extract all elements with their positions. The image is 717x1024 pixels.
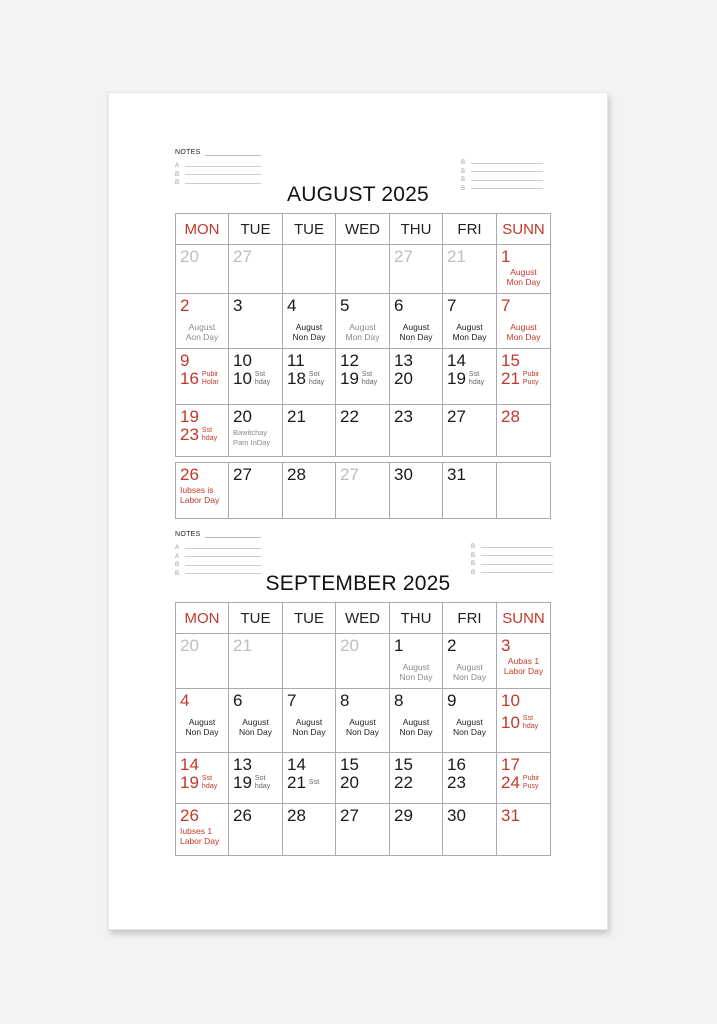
day-cell[interactable]: 27 [336, 463, 390, 519]
day-cell[interactable]: 29 [390, 804, 443, 856]
weekday-label: TUE [229, 214, 283, 245]
day-cell[interactable]: 11 18 Sot hday [283, 349, 336, 405]
week-row [176, 294, 551, 349]
day-cell[interactable]: 27 [229, 463, 283, 519]
day-cell[interactable]: 14 21 Sst [283, 753, 336, 804]
notes-line[interactable]: B [471, 552, 553, 561]
day-cell[interactable]: 22 [336, 405, 390, 457]
notes-line[interactable]: B [175, 561, 261, 570]
notes-line[interactable]: B [461, 159, 543, 168]
weekday-label: MON [176, 214, 229, 245]
day-cell[interactable]: 9 16 Pubir Holar [176, 349, 229, 405]
day-cell[interactable]: 28 [283, 463, 336, 519]
day-cell[interactable]: 15 21 Pubir Pusy [497, 349, 551, 405]
day-cell[interactable]: 8 August Non Day [390, 689, 443, 753]
day-cell[interactable]: 1 August Non Day [390, 634, 443, 689]
sep-title: SEPTEMBER 2025 [265, 572, 451, 595]
day-cell[interactable]: 7 August Non Day [283, 689, 336, 753]
week-row [176, 753, 551, 804]
day-cell[interactable]: 21 [283, 405, 336, 457]
day-cell[interactable]: 16 23 [443, 753, 497, 804]
notes-line[interactable]: B [175, 171, 261, 180]
weekday-label: FRI [443, 214, 497, 245]
weekday-label: TUE [283, 603, 336, 634]
notes-label: NOTES [175, 149, 201, 156]
notes-line[interactable]: B [461, 185, 543, 194]
day-cell[interactable]: 1 August Mon Day [497, 245, 551, 294]
day-cell[interactable] [283, 245, 336, 294]
notes-line[interactable]: B [461, 168, 543, 177]
week-row [176, 405, 551, 457]
day-cell[interactable]: 4 August Non Day [283, 294, 336, 349]
day-cell[interactable]: 10 10 Sst hday [229, 349, 283, 405]
day-cell[interactable] [336, 245, 390, 294]
day-cell[interactable]: 6 August Non Day [229, 689, 283, 753]
day-cell[interactable]: 7 August Mon Day [497, 294, 551, 349]
day-cell[interactable]: 20 [176, 245, 229, 294]
weekday-label: SUNN [497, 214, 551, 245]
day-cell[interactable]: 2 August Non Day [443, 634, 497, 689]
notes-line[interactable]: B [461, 176, 543, 185]
day-cell[interactable]: 26 Iubses 1 Labor Day [176, 804, 229, 856]
day-cell[interactable]: 5 August Mon Day [336, 294, 390, 349]
notes-line[interactable]: B [175, 570, 261, 579]
weekday-label: TUE [283, 214, 336, 245]
day-cell[interactable]: 20 [336, 634, 390, 689]
day-cell[interactable]: 30 [390, 463, 443, 519]
day-cell[interactable]: 27 [390, 245, 443, 294]
day-cell[interactable]: 26 Iubses is Labor Day [176, 463, 229, 519]
weekday-label: SUNN [497, 603, 551, 634]
day-cell[interactable]: 12 19 Sst hday [336, 349, 390, 405]
day-cell[interactable]: 30 [443, 804, 497, 856]
day-cell[interactable]: 3 [229, 294, 283, 349]
week-row [176, 349, 551, 405]
day-cell[interactable]: 17 24 Pubir Pusy [497, 753, 551, 804]
day-cell[interactable]: 31 [443, 463, 497, 519]
day-cell[interactable] [497, 463, 551, 519]
day-cell[interactable]: 21 [443, 245, 497, 294]
aug-calendar-grid [175, 213, 551, 519]
day-cell[interactable]: 15 22 [390, 753, 443, 804]
weekday-label: THU [390, 603, 443, 634]
day-cell[interactable]: 3 Aubas 1 Labor Day [497, 634, 551, 689]
day-cell[interactable]: 14 19 Sst hday [176, 753, 229, 804]
day-cell[interactable]: 23 [390, 405, 443, 457]
day-cell[interactable]: 14 19 Sst hday [443, 349, 497, 405]
day-cell[interactable]: 28 [283, 804, 336, 856]
weekday-label: FRI [443, 603, 497, 634]
notes-line[interactable]: A [175, 553, 261, 562]
notes-line[interactable]: A [175, 162, 261, 171]
day-cell[interactable]: 27 [443, 405, 497, 457]
weekday-header [176, 214, 551, 245]
notes-line[interactable]: B [471, 560, 553, 569]
day-cell[interactable]: 10 10 Sst hday [497, 689, 551, 753]
day-cell[interactable]: 13 19 Sot hday [229, 753, 283, 804]
day-cell[interactable]: 7 August Mon Day [443, 294, 497, 349]
day-cell[interactable]: 21 [229, 634, 283, 689]
day-cell[interactable]: 6 August Non Day [390, 294, 443, 349]
weekday-label: WED [336, 214, 390, 245]
week-row [176, 689, 551, 753]
weekday-label: WED [336, 603, 390, 634]
notes-line[interactable]: A [175, 544, 261, 553]
week-row [176, 463, 551, 519]
aug-title: AUGUST 2025 [287, 183, 429, 206]
day-cell[interactable]: 27 [336, 804, 390, 856]
sep-calendar-grid [175, 602, 551, 856]
day-cell[interactable]: 2 August Aon Day [176, 294, 229, 349]
day-cell[interactable]: 20 [176, 634, 229, 689]
sep-notes [175, 531, 261, 578]
day-cell[interactable]: 20 Bawitchay Pam InDay [229, 405, 283, 457]
day-cell[interactable]: 13 20 [390, 349, 443, 405]
week-row [176, 634, 551, 689]
week-row [176, 804, 551, 856]
aug-notes [175, 149, 261, 188]
day-cell[interactable] [283, 634, 336, 689]
notes-line[interactable]: B [471, 569, 553, 578]
weekday-header [176, 603, 551, 634]
day-cell[interactable]: 9 August Non Day [443, 689, 497, 753]
notes-line[interactable]: B [471, 543, 553, 552]
day-cell[interactable]: 19 23 Sst hday [176, 405, 229, 457]
weekday-label: TUE [229, 603, 283, 634]
week-row [176, 245, 551, 294]
day-cell[interactable]: 4 August Non Day [176, 689, 229, 753]
notes-line[interactable]: B [175, 179, 261, 188]
day-cell[interactable]: 31 [497, 804, 551, 856]
weekday-label: MON [176, 603, 229, 634]
day-cell[interactable]: 8 August Non Day [336, 689, 390, 753]
day-cell[interactable]: 28 [497, 405, 551, 457]
notes-label: NOTES [175, 531, 201, 538]
calendar-sheet [108, 92, 608, 930]
day-cell[interactable]: 15 20 [336, 753, 390, 804]
day-cell[interactable]: 26 [229, 804, 283, 856]
weekday-label: THU [390, 214, 443, 245]
day-cell[interactable]: 27 [229, 245, 283, 294]
